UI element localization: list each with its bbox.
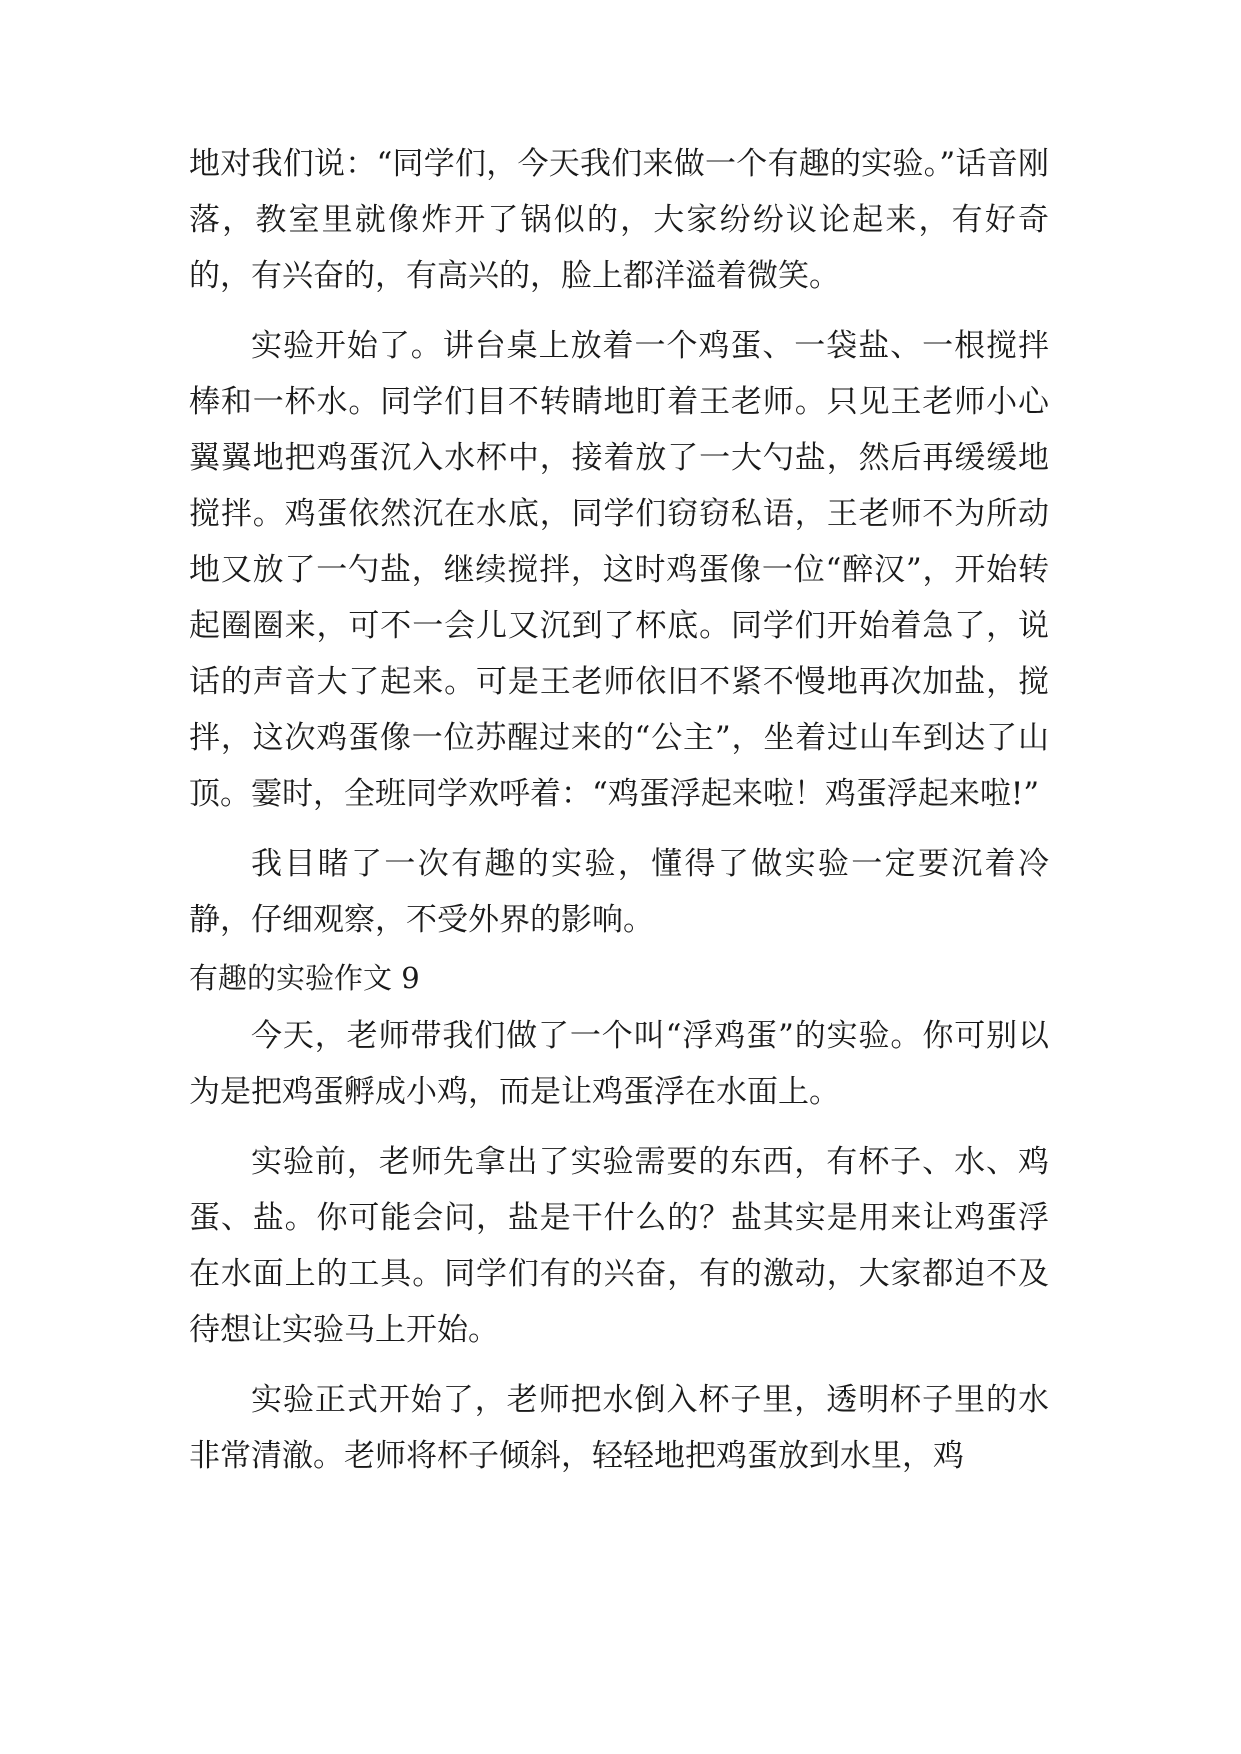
section-heading: 有趣的实验作文 9 — [189, 961, 420, 995]
section-paragraph-start: 实验正式开始了，老师把水倒入杯子里，透明杯子里的水非常清澈。老师将杯子倾斜，轻轻地把鸡蛋放到水里，鸡 — [189, 1382, 1049, 1474]
essay-body — [189, 136, 1049, 1484]
section-paragraph-preparation: 实验前，老师先拿出了实验需要的东西，有杯子、水、鸡蛋、盐。你可能会问，盐是干什么的？盐其实是用来让鸡蛋浮在水面上的工具。同学们有的兴奋，有的激动，大家都迫不及待想让实验马上开始。 — [189, 1144, 1049, 1348]
section-paragraph-intro: 今天，老师带我们做了一个叫“浮鸡蛋”的实验。你可别以为是把鸡蛋孵成小鸡，而是让鸡蛋浮在水面上。 — [189, 1018, 1049, 1110]
paragraph-continuation: 地对我们说：“同学们，今天我们来做一个有趣的实验。”话音刚落，教室里就像炸开了锅似的，大家纷纷议论起来，有好奇的，有兴奋的，有高兴的，脸上都洋溢着微笑。 — [189, 146, 1049, 294]
paragraph-experiment-process: 实验开始了。讲台桌上放着一个鸡蛋、一袋盐、一根搅拌棒和一杯水。同学们目不转睛地盯着王老师。只见王老师小心翼翼地把鸡蛋沉入水杯中，接着放了一大勺盐，然后再缓缓地搅拌。鸡蛋依然沉在水底，同学们窃窃私语，王老师不为所动地又放了一勺盐，继续搅拌，这时鸡蛋像一位“醉汉”，开始转起圈圈来，可不一会儿又沉到了杯底。同学们开始着急了，说话的声音大了起来。可是王老师依旧不紧不慢地再次加盐，搅拌，这次鸡蛋像一位苏醒过来的“公主”，坐着过山车到达了山顶。霎时，全班同学欢呼着：“鸡蛋浮起来啦！鸡蛋浮起来啦!” — [189, 328, 1049, 812]
paragraph-conclusion: 我目睹了一次有趣的实验，懂得了做实验一定要沉着冷静，仔细观察，不受外界的影响。 — [189, 846, 1049, 938]
